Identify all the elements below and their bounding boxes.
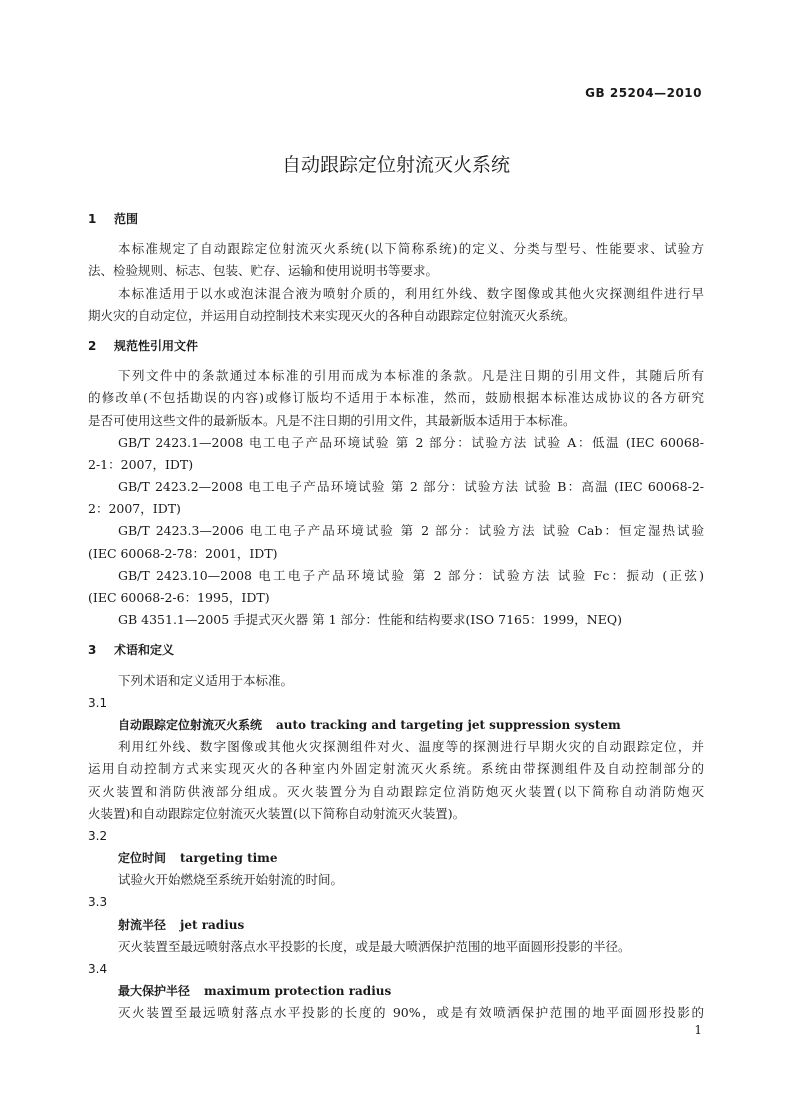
term-name-zh: 定位时间: [118, 851, 167, 866]
document-title: 自动跟踪定位射流灭火系统: [281, 154, 510, 176]
term-number: 3.1: [88, 695, 108, 710]
reference-entry-cont: 2-1：2007，IDT): [88, 456, 194, 472]
term-number: 3.4: [88, 962, 108, 976]
section-title: 规范性引用文件: [114, 338, 199, 353]
page-number: 1: [694, 1023, 702, 1037]
term-heading: [88, 980, 704, 1002]
reference-entry-cont: (IEC 60068-2-6：1995，IDT): [88, 590, 270, 605]
definition-line: 运用自动控制方式来实现灭火的各种室内外固定射流灭火系统。系统由带探测组件及自动控制部分的: [88, 761, 704, 777]
term-name-zh: 最大保护半径: [118, 984, 191, 999]
reference-entry: GB/T 2423.1—2008 电工电子产品环境试验 第 2 部分：试验方法 试验 A：低温 (IEC 60068-: [118, 434, 704, 450]
term-heading: [88, 714, 704, 736]
paragraph-line: 下列术语和定义适用于本标准。: [118, 672, 294, 688]
definition-line: 灭火装置和消防供液部分组成。灭火装置分为自动跟踪定位消防炮灭火装置(以下简称自动消防炮灭: [88, 783, 704, 799]
document-body: [88, 208, 704, 1025]
section-number: 1: [88, 212, 97, 226]
definition-line: 试验火开始燃烧至系统开始射流的时间。: [118, 872, 344, 888]
term-name-en: jet radius: [180, 917, 245, 932]
definition-line: 灭火装置至最远喷射落点水平投影的长度的 90%，或是有效喷洒保护范围的地平面圆形投影的: [118, 1005, 704, 1021]
reference-entry: GB/T 2423.3—2006 电工电子产品环境试验 第 2 部分：试验方法 试验 Cab：恒定湿热试验: [118, 523, 704, 539]
reference-entry: GB/T 2423.10—2008 电工电子产品环境试验 第 2 部分：试验方法 试验 Fc：振动 (正弦): [118, 567, 704, 583]
term-name-en: targeting time: [180, 851, 278, 866]
paragraph-line: 本标准规定了自动跟踪定位射流灭火系统(以下简称系统)的定义、分类与型号、性能要求、试验方: [118, 241, 704, 257]
term-number: 3.2: [88, 828, 108, 843]
reference-entry: GB 4351.1—2005 手提式灭火器 第 1 部分：性能和结构要求(ISO 7165：1999，NEQ): [118, 612, 622, 628]
section-title: 范围: [114, 212, 139, 226]
section-1-heading: [88, 208, 704, 230]
term-heading: [88, 914, 704, 936]
term-heading: [88, 847, 704, 869]
reference-entry-cont: 2：2007，IDT): [88, 501, 181, 517]
definition-line: 火装置)和自动跟踪定位射流灭火装置(以下简称自动射流灭火装置)。: [88, 805, 466, 821]
section-title: 术语和定义: [114, 643, 175, 658]
section-number: 3: [88, 643, 97, 658]
term-name-en: auto tracking and targeting jet suppression system: [276, 717, 621, 732]
term-name-zh: 射流半径: [118, 917, 167, 932]
term-name-zh: 自动跟踪定位射流灭火系统: [118, 717, 263, 732]
standard-code: GB 25204—2010: [585, 86, 702, 100]
definition-line: 利用红外线、数字图像或其他火灾探测组件对火、温度等的探测进行早期火灾的自动跟踪定位，并: [118, 739, 704, 755]
reference-entry-cont: (IEC 60068-2-78：2001，IDT): [88, 545, 278, 561]
reference-entry: GB/T 2423.2—2008 电工电子产品环境试验 第 2 部分：试验方法 试验 B：高温 (IEC 60068-2-: [118, 479, 704, 495]
definition-line: 灭火装置至最远喷射落点水平投影的长度，或是最大喷洒保护范围的地平面圆形投影的半径。: [118, 938, 631, 954]
paragraph-line: 是否可使用这些文件的最新版本。凡是不注日期的引用文件，其最新版本适用于本标准。: [88, 412, 576, 428]
paragraph-line: 法、检验规则、标志、包装、贮存、运输和使用说明书等要求。: [88, 263, 439, 279]
section-2-heading: [88, 335, 704, 357]
paragraph-line: 期火灾的自动定位，并运用自动控制技术来实现灭火的各种自动跟踪定位射流灭火系统。: [88, 307, 576, 323]
paragraph-line: 下列文件中的条款通过本标准的引用而成为本标准的条款。凡是注日期的引用文件，其随后所有: [118, 368, 704, 384]
term-number: 3.3: [88, 895, 108, 910]
term-name-en: maximum protection radius: [204, 984, 392, 999]
paragraph-line: 的修改单(不包括勘误的内容)或修订版均不适用于本标准，然而，鼓励根据本标准达成协议的各方研究: [88, 390, 704, 406]
section-number: 2: [88, 338, 97, 353]
section-3-heading: [88, 639, 704, 661]
paragraph-line: 本标准适用于以水或泡沫混合液为喷射介质的，利用红外线、数字图像或其他火灾探测组件进行早: [118, 285, 704, 301]
